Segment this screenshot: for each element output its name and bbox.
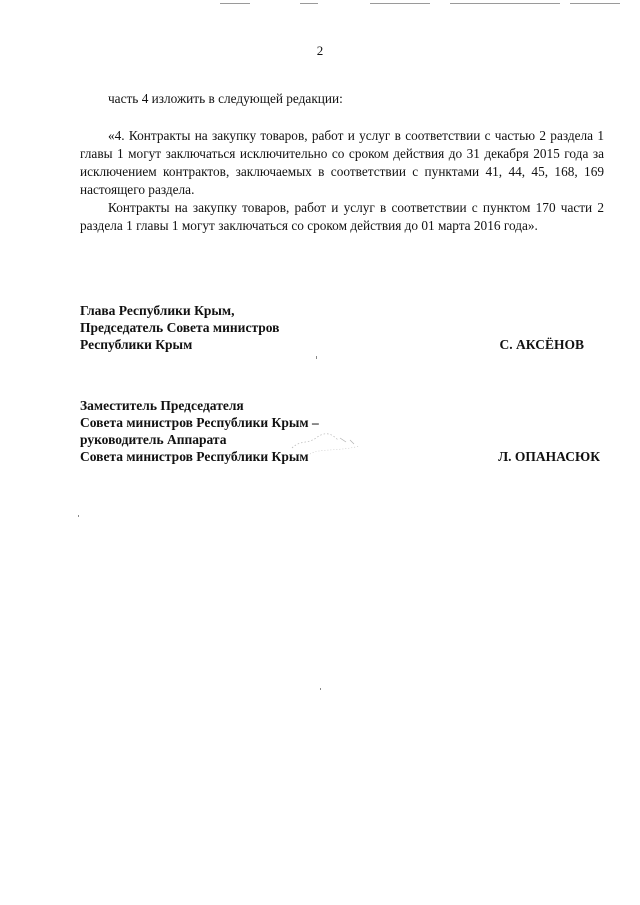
signature-title-line: Республики Крым [80, 337, 193, 352]
scan-speck [78, 515, 79, 517]
amendment-intro: часть 4 изложить в следующей редакции: [108, 91, 343, 106]
signatory-name: Л. ОПАНАСЮК [498, 449, 600, 464]
scan-artifact-top [220, 3, 620, 7]
signature-block-head [80, 302, 604, 353]
signature-title-line: Председатель Совета министров [80, 320, 280, 335]
scan-speck [320, 688, 321, 690]
paragraph-contract-term: «4. Контракты на закупку товаров, работ и услуг в соответствии с частью 2 раздела 1 главы 1 могут заключаться исключительно со сроком действия до 31 декабря 2015 года за исключением контрактов, заключаемых в соответствии с пунктами 41, 44, 45, 168, 169 настоящего раздела. [80, 128, 604, 197]
signature-title-line: руководитель Аппарата [80, 432, 227, 447]
signature-title-line: Заместитель Председателя [80, 398, 244, 413]
faint-signature-mark [290, 418, 370, 458]
scan-speck [316, 356, 317, 359]
signature-title-line: Совета министров Республики Крым [80, 449, 309, 464]
signature-title-line: Совета министров Республики Крым – [80, 415, 319, 430]
page-number: 2 [316, 43, 324, 58]
paragraph-contract-exception: Контракты на закупку товаров, работ и услуг в соответствии с пунктом 170 части 2 раздела 1 главы 1 могут заключаться со сроком действия до 01 марта 2016 года». [80, 200, 604, 233]
signature-title-line: Глава Республики Крым, [80, 303, 235, 318]
signatory-name: С. АКСЁНОВ [499, 337, 584, 352]
